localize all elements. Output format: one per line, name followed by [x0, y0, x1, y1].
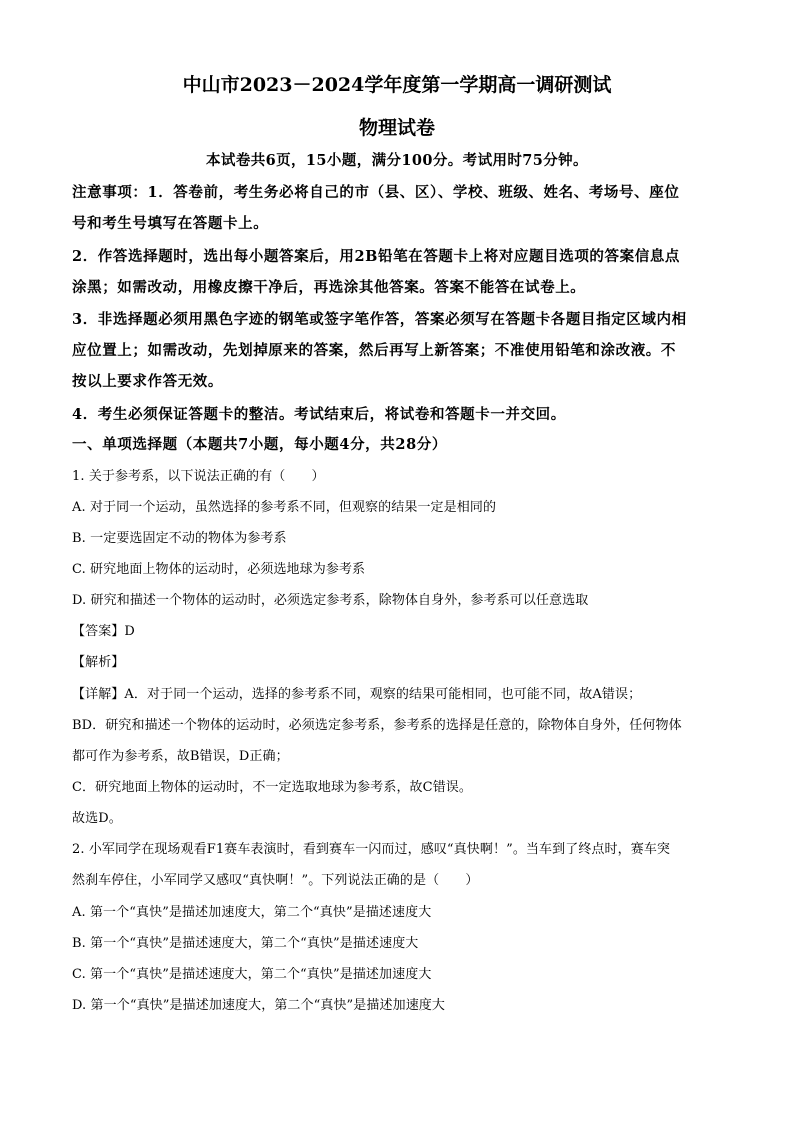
question-1-stem: 1. 关于参考系，以下说法正确的有（ ）	[72, 469, 325, 484]
notice-line-5: 3．非选择题必须用黑色字迹的钢笔或签字笔作答，答案必须写在答题卡各题目指定区域内相	[72, 311, 687, 328]
explanation-line-4: C．研究地面上物体的运动时，不一定选取地球为参考系，故C错误。	[72, 780, 472, 795]
explanation-line-3: 都可作为参考系，故B错误，D正确；	[72, 749, 289, 764]
subject-title: 物理试卷	[358, 117, 435, 139]
question-1-option-c: C. 研究地面上物体的运动时，必须选地球为参考系	[72, 562, 366, 577]
notice-line-8: 4．考生必须保证答题卡的整洁。考试结束后，将试卷和答题卡一并交回。	[72, 406, 566, 423]
notice-line-3: 2．作答选择题时，选出每小题答案后，用2B铅笔在答题卡上将对应题目选项的答案信息点	[72, 248, 681, 265]
question-2-option-d: D. 第一个“真快”是描述加速度大，第二个“真快”是描述加速度大	[72, 998, 446, 1013]
question-2-option-c: C. 第一个“真快”是描述速度大，第二个“真快”是描述加速度大	[72, 967, 432, 982]
notice-line-6: 应位置上；如需改动，先划掉原来的答案，然后再写上新答案；不准使用铅笔和涂改液。不	[72, 342, 676, 359]
question-2-stem-line-2: 然刹车停住，小军同学又感叹“真快啊！”。下列说法正确的是（ ）	[72, 873, 479, 888]
notice-line-7: 按以上要求作答无效。	[72, 373, 223, 390]
question-1-option-d: D. 研究和描述一个物体的运动时，必须选定参考系，除物体自身外，参考系可以任意选取	[72, 593, 589, 608]
exam-title: 中山市2023－2024学年度第一学期高一调研测试	[182, 74, 612, 96]
question-1-option-b: B. 一定要选固定不动的物体为参考系	[72, 531, 287, 546]
notice-line-2: 号和考生号填写在答题卡上。	[72, 215, 269, 232]
analysis-tag: 【解析】	[72, 655, 125, 670]
question-2-option-b: B. 第一个“真快”是描述速度大，第二个“真快”是描述速度大	[72, 936, 419, 951]
answer-tag: 【答案】D	[72, 624, 135, 639]
notice-line-4: 涂黑；如需改动，用橡皮擦干净后，再选涂其他答案。答案不能答在试卷上。	[72, 279, 586, 296]
exam-info: 本试卷共6页，15小题，满分100分。考试用时75分钟。	[206, 152, 588, 169]
question-2-option-a: A. 第一个“真快”是描述加速度大，第二个“真快”是描述速度大	[72, 905, 432, 920]
question-2-stem-line-1: 2. 小军同学在现场观看F1赛车表演时，看到赛车一闪而过，感叹“真快啊！”。当车到了终点时，赛车突	[72, 842, 671, 857]
explanation-line-2: BD．研究和描述一个物体的运动时，必须选定参考系，参考系的选择是任意的，除物体自身外，任何物体	[72, 718, 682, 733]
notice-line-1: 注意事项：1．答卷前，考生务必将自己的市（县、区）、学校、班级、姓名、考场号、座位	[72, 184, 680, 201]
explanation-line-1: 【详解】A．对于同一个运动，选择的参考系不同，观察的结果可能相同，也可能不同，故A错误；	[72, 687, 642, 702]
section-heading: 一、单项选择题（本题共7小题，每小题4分，共28分）	[72, 436, 447, 453]
question-1-option-a: A. 对于同一个运动，虽然选择的参考系不同，但观察的结果一定是相同的	[72, 500, 497, 515]
explanation-line-5: 故选D。	[72, 811, 122, 826]
